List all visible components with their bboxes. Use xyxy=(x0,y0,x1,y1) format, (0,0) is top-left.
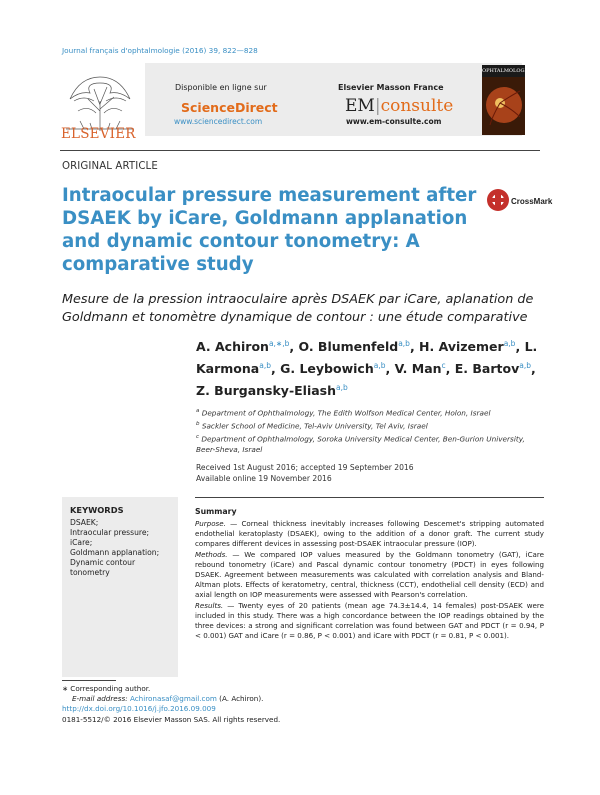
author-list: A. Achiron$^{a,∗,b}$, O. Blumenfeld$^{a,b}$, H. Avizemer$^{a,b}$, L. Karmona$^{a,b}$, G. Leybowich$^{a,b}$, V. Man$^c$, E. Bartov$^{a,b}$, Z. Burgansky-Eliash$^{a,b}$ xyxy=(196,339,538,399)
keywords-list xyxy=(70,518,172,578)
keyword-item: iCare; xyxy=(70,538,93,547)
purpose-paragraph: Purpose. — Corneal thickness inevitably increases following Descemet's stripping automated endothelial keratoplasty (DSAEK), owing to the addition of a donor graft. The current study compares different devices in assessing post-DSAEK intraocular pressure (IOP). xyxy=(195,519,544,549)
article-type: ORIGINAL ARTICLE xyxy=(62,161,158,172)
footnote xyxy=(62,684,362,704)
summary-rule xyxy=(195,497,544,498)
author[interactable]: V. Man$^c$ xyxy=(394,361,446,377)
author[interactable]: L. Karmona$^{a,b}$ xyxy=(196,339,538,377)
footnote-rule xyxy=(62,680,116,681)
keywords-heading: KEYWORDS xyxy=(70,505,124,515)
cover-fundus-image xyxy=(482,77,525,135)
results-paragraph: Results. — Twenty eyes of 20 patients (mean age 74.3±14.4, 14 females) post-DSAEK were included in this study. There was a high concordance between the IOP readings obtained by the three devices: a strong and significant correlation was found between GAT and PDCT (r = 0.94, P < 0.001) GAT and iCare (r = 0.86, P < 0.001) and iCare with PDCT (r = 0.81, P < 0.001). xyxy=(195,600,544,641)
em-prefix: EM xyxy=(345,96,375,116)
keyword-item: DSAEK; xyxy=(70,518,99,527)
elsevier-wordmark: ELSEVIER xyxy=(61,126,136,142)
em-consulte-logo[interactable]: EM|consulte xyxy=(345,96,454,116)
sciencedirect-link[interactable]: www.sciencedirect.com xyxy=(174,117,263,126)
affiliation-item: $^a$ Department of Ophthalmology, The Edith Wolfson Medical Center, Holon, Israel xyxy=(196,408,491,418)
methods-paragraph: Methods. — We compared IOP values measured by the Goldmann tonometry (GAT), iCare rebound tonometry (iCare) and Pascal dynamic contour tonometry (PDCT) in eyes following DSAEK. Agreement between measurements was calculated with correlation analysis and Bland-Altman plots. Effects of keratometry, central, thickness (CCT), endothelial cell density (ECD) and axial length on IOP measurements were assessed with Pearson's correlation. xyxy=(195,549,544,600)
article-title: Intraocular pressure measurement after DSAEK by iCare, Goldmann applanation and dynamic contour tonometry: A comparative study xyxy=(62,185,477,275)
sciencedirect-logo[interactable]: ScienceDirect xyxy=(181,100,278,115)
author[interactable]: E. Bartov$^{a,b}$ xyxy=(454,361,531,377)
email-link[interactable]: Achironasaf@gmail.com xyxy=(129,694,217,703)
affiliation-item: $^b$ Sackler School of Medicine, Tel-Aviv University, Tel Aviv, Israel xyxy=(196,420,428,431)
em-consulte-label: Elsevier Masson France xyxy=(338,83,444,92)
received-date: Received 1st August 2016; accepted 19 September 2016 xyxy=(196,463,414,472)
affiliations xyxy=(196,406,541,455)
crossmark-label: CrossMark xyxy=(511,197,553,206)
journal-cover-image xyxy=(482,65,531,135)
doi-link[interactable]: http://dx.doi.org/10.1016/j.jfo.2016.09.009 xyxy=(62,704,216,713)
article-dates xyxy=(196,463,526,484)
sciencedirect-label: Disponible en ligne sur xyxy=(175,83,267,92)
author[interactable]: G. Leybowich$^{a,b}$ xyxy=(280,361,386,377)
email-suffix: (A. Achiron). xyxy=(219,694,264,703)
author[interactable]: O. Blumenfeld$^{a,b}$ xyxy=(298,339,410,355)
email-label: E-mail address: xyxy=(72,694,128,703)
author[interactable]: A. Achiron$^{a,∗,b}$ xyxy=(196,339,290,355)
keyword-item: Dynamic contour tonometry xyxy=(70,558,136,577)
keyword-item: Goldmann applanation; xyxy=(70,548,160,557)
em-consulte-link[interactable]: www.em-consulte.com xyxy=(346,117,442,126)
online-date: Available online 19 November 2016 xyxy=(196,473,332,483)
copyright: 0181-5512/© 2016 Elsevier Masson SAS. All rights reserved. xyxy=(62,715,281,724)
author[interactable]: Z. Burgansky-Eliash$^{a,b}$ xyxy=(196,383,348,399)
em-suffix: consulte xyxy=(380,96,454,116)
summary-text xyxy=(195,519,544,641)
affiliation-item: $^c$ Department of Ophthalmology, Soroka University Medical Center, Ben-Gurion University, Beer-Sheva, Israel xyxy=(196,433,525,454)
keyword-item: Intraocular pressure; xyxy=(70,528,150,537)
author[interactable]: H. Avizemer$^{a,b}$ xyxy=(419,339,516,355)
journal-citation: Journal français d'ophtalmologie (2016) 39, 822—828 xyxy=(62,46,258,55)
summary-heading: Summary xyxy=(195,507,237,516)
cover-title: OPHTALMOLOGIE xyxy=(482,65,525,77)
french-title: Mesure de la pression intraoculaire après DSAEK par iCare, aplanation de Goldmann et tonomètre dynamique de contour : une étude comparative xyxy=(62,292,534,325)
header-rule xyxy=(60,150,540,151)
crossmark-icon[interactable] xyxy=(486,186,553,222)
corresponding-author: ∗ Corresponding author. xyxy=(62,684,151,693)
